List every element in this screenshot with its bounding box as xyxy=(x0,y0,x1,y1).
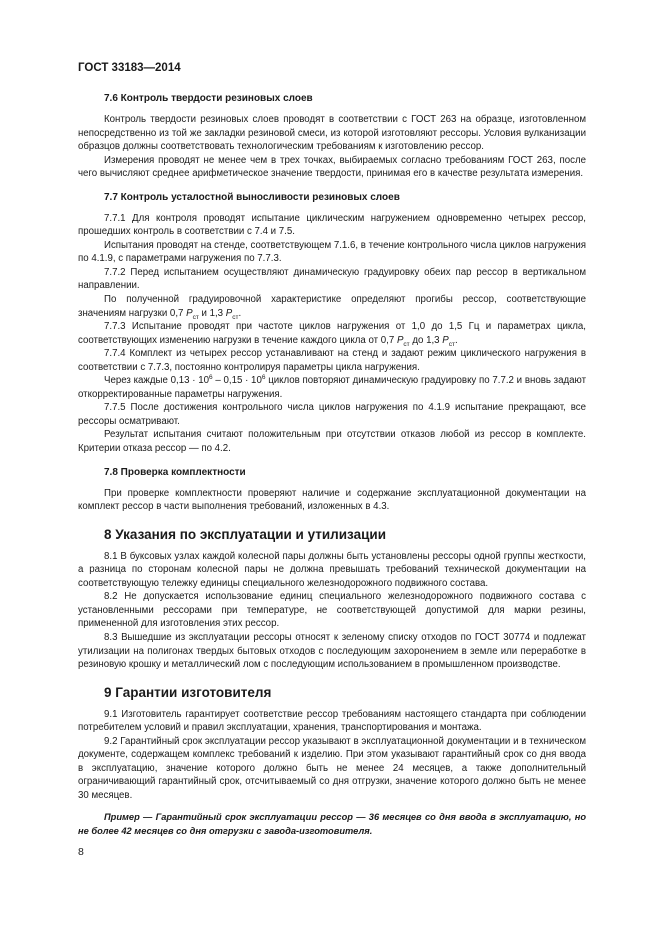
paragraph: 7.7.3 Испытание проводят при частоте циклов нагружения от 1,0 до 1,5 Гц и параметрах цикла, соответствующих изменению нагрузки в течение каждого цикла от 0,7 $P_{ст}$ до 1,3 $P_{ст}$. xyxy=(78,321,586,348)
document-header: ГОСТ 33183—2014 xyxy=(78,62,181,74)
paragraph: Результат испытания считают положительным при отсутствии отказов любой из рессор в комплекте. Критерии отказа рессор — по 4.2. xyxy=(78,429,586,455)
paragraph: 7.7.4 Комплект из четырех рессор устанавливают на стенд и задают режим циклического нагружения в соответствии с 7.7.3, постоянно контролируя параметры цикла нагружения. xyxy=(78,348,586,373)
section-8-title: 8 Указания по эксплуатации и утилизации xyxy=(104,526,386,542)
paragraph: 7.7.2 Перед испытанием осуществляют динамическую градуировку обеих пар рессор в вертикальном направлении. xyxy=(78,266,586,292)
section-7-8-title: 7.8 Проверка комплектности xyxy=(104,466,246,478)
paragraph: 9.1 Изготовитель гарантирует соответствие рессор требованиям настоящего стандарта при соблюдении потребителем условий и правил эксплуатации, хранения, транспортирования и монтажа. xyxy=(78,708,586,734)
paragraph: 9.2 Гарантийный срок эксплуатации рессор указывают в эксплуатационной документации и в техническом документе, содержащем комплекс требований к изделию. При этом указывают гарантийный срок со дня ввода в эксплуатацию, значение которого должно быть не менее 24 месяцев, а также дополнительный ограничивающий гарантийный срок, отсчитываемый со дня отгрузки, значение которого должно быть не менее 30 месяцев. xyxy=(78,735,586,801)
paragraph: 7.7.1 Для контроля проводят испытание циклическим нагружением одновременно четырех рессор, прошедших контроль в соответствии с 7.4 и 7.5. xyxy=(78,212,586,238)
paragraph: 8.1 В буксовых узлах каждой колесной пары должны быть установлены рессоры одной группы жесткости, а разница по сторонам колесной пары не должна превышать требований технической документации на соответствующую тележку единицы специального железнодорожного подвижного состава. xyxy=(78,550,586,589)
paragraph: 8.2 Не допускается использование единиц специального железнодорожного подвижного состава с установленными рессорами при температуре, не соответствующей допустимой для марки резины, примененной для изготовления этих рессор. xyxy=(78,591,586,630)
page-body xyxy=(78,92,586,838)
paragraph: 8.3 Вышедшие из эксплуатации рессоры относят к зеленому списку отходов по ГОСТ 30774 и подлежат утилизации на полигонах твердых бытовых отходов с последующим захоронением в земле или переработке в резиновую крошку и металлический лом с последующим использованием в промышленном производстве. xyxy=(78,631,586,671)
paragraph: 7.7.5 После достижения контрольного числа циклов нагружения по 4.1.9 испытание прекращают, все рессоры осматривают. xyxy=(78,402,586,427)
example-note: Пример — Гарантийный срок эксплуатации рессор — 36 месяцев со дня ввода в эксплуатацию, но не более 42 месяцев со дня отгрузки с завода-изготовителя. xyxy=(78,812,586,836)
paragraph: По полученной градуировочной характеристике определяют прогибы рессор, соответствующие значениям нагрузки 0,7 $P_{ст}$ и 1,3 $P_{ст}$. xyxy=(78,294,586,321)
paragraph: При проверке комплектности проверяют наличие и содержание эксплуатационной документации на комплект рессор в части выполнения требований, изложенных в 4.3. xyxy=(78,487,586,513)
section-7-6-title: 7.6 Контроль твердости резиновых слоев xyxy=(104,93,313,104)
paragraph: Испытания проводят на стенде, соответствующем 7.1.6, в течение контрольного числа циклов нагружения по 4.1.9, с параметрами нагружения по 7.7.3. xyxy=(78,239,586,265)
section-9-title: 9 Гарантии изготовителя xyxy=(104,684,272,700)
paragraph: Измерения проводят не менее чем в трех точках, выбираемых согласно требованиям ГОСТ 263, после чего вычисляют среднее арифметическое значение твердости, принимая его в качестве результата измерения. xyxy=(78,154,586,180)
paragraph: Контроль твердости резиновых слоев проводят в соответствии с ГОСТ 263 на образце, изготовленном непосредственно из той же закладки резиновой смеси, из которой изготовляют рессоры. Условия вулканизации образцов должны соответствовать технологическим требованиям к изготовлению рессор. xyxy=(78,114,586,153)
paragraph: Через каждые $0,13 \cdot 10^6 - 0,15 \cdot 10^6$ циклов повторяют динамическую градуировку по 7.7.2 и вновь задают откорректированные параметры нагружения. xyxy=(78,374,587,400)
page-number: 8 xyxy=(78,846,84,858)
section-7-7-title: 7.7 Контроль усталостной выносливости резиновых слоев xyxy=(104,191,400,203)
